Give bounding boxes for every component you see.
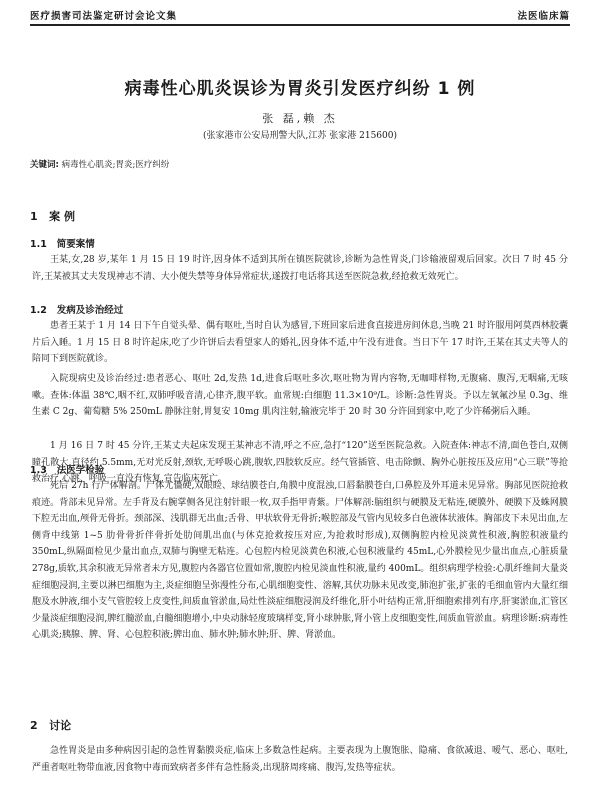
section1-heading (30, 208, 75, 224)
paper-title: 病毒性心肌炎误诊为胃炎引发医疗纠纷 1 例 (124, 79, 476, 99)
section1-number: 1 (30, 210, 38, 223)
journal-name: 医疗损害司法鉴定研讨会论文集 (30, 11, 178, 22)
affiliation: (张家港市公安局刑警大队,江苏 张家港 215600) (203, 131, 397, 141)
keywords-text: 病毒性心肌炎;胃炎;医疗纠纷 (61, 160, 170, 170)
authors: 张 磊,赖 杰 (262, 112, 338, 125)
section1-title: 案 例 (49, 210, 75, 223)
running-header (30, 6, 570, 26)
keywords-label: 关键词: (30, 160, 59, 170)
case-summary-paragraph: 王某,女,28 岁,某年 1 月 15 日 19 时许,因身体不适到其所在镇医院就诊,诊断为急性胃炎,门诊输液留观后回家。次日 7 时 45 分许,王某被其丈夫发现神志不清、大小便失禁等身体异常症状,遂拨打电话将其送至医院急救,经抢救无效死亡。 (32, 255, 568, 282)
keywords (30, 158, 169, 170)
sub1-title: 简要案情 (56, 239, 95, 250)
discussion-paragraph: 急性胃炎是由多种病因引起的急性胃黏膜炎症,临床上多数急性起病。主要表现为上腹饱胀、隐痛、食欲减退、嗳气、恶心、呕吐,严重者呕吐物带血液,因食物中毒而致病者多伴有急性肠炎,出现脐周疼痛、腹泻,发热等症状。 (32, 746, 568, 773)
section2-heading (30, 717, 71, 733)
section2-number: 2 (30, 719, 38, 732)
sub2-number: 1.2 (30, 305, 47, 316)
sub1-number: 1.1 (30, 239, 47, 250)
onset-paragraph: 患者王某于 1 月 14 日下午自觉头晕、偶有呕吐,当时自认为感冒,下班回家后进食直接进房间休息,当晚 21 时许服用阿莫西林胶囊片后入睡。1 月 15 日 8 时许起床,吃了少许饼后去看望家人的婚礼,因身体不适,中午没有进食。当日下午 17 时许,王某在其丈夫等人的陪同下到医院就诊。 (32, 321, 568, 365)
sub3-number: 1.3 (30, 465, 47, 476)
sub3-title: 法医学检验 (56, 465, 105, 476)
sub2-heading (30, 302, 123, 316)
sub2-title: 发病及诊治经过 (56, 305, 124, 316)
admission-paragraph: 入院现病史及诊治经过:患者恶心、呕吐 2d,发热 1d,进食后呕吐多次,呕吐物为胃内容物,无咖啡样物,无腹痛、腹泻,无咽痛,无咳嗽。查体:体温 38℃,咽不红,双肺呼吸音清,心律齐,腹平软。血常规:白细胞 11.3×10⁹/L。诊断:急性胃炎。予以左氧氟沙星 0.3g、维生素 C 2g、葡萄糖 5% 250mL 静脉注射,胃复安 10mg 肌肉注射,输液完毕于 20 时 30 分许回到家中,吃了少许稀粥后入睡。 (32, 374, 568, 418)
section2-title: 讨论 (49, 719, 72, 732)
forensic-exam-paragraph: 死后 27h 行尸体解剖。尸体尤僵硬,双眼睑、球结膜苍白,角膜中度混浊,口唇黏膜苍白,口鼻腔及外耳道未见异常。胸部见医院抢救痕迹。背部未见异常。左手背及右腕掌侧各见注射针眼一枚,双手指甲青紫。尸体解剖:脑组织与硬膜及无粘连,硬膜外、硬膜下及蛛网膜下腔无出血,颅骨无骨折。颈部深、浅肌群无出血;舌骨、甲状软骨无骨折;喉腔部及气管内见较多白色液体状液体。胸部皮下未见出血,左侧背中线第 1~5 肋骨骨折伴骨折处肋间肌出血(与休克抢救按压对应,为抢救时形成),双侧胸腔内检见淡黄性积液,胸腔积液量约 350mL,纵隔面检见少量出血点,双肺与胸壁无粘连。心包腔内检见淡黄色积液,心包积液量约 45mL,心外膜检见少量出血点,心脏质量 278g,质软,其余积液无异常者未方见,腹腔内各器官位置如常,腹腔内检见淡血性积液,量约 400mL。组织病理学检验:心肌纤维间大量炎症细胞浸润,主要以淋巴细胞为主,炎症细胞呈弥漫性分布,心肌细胞变性、溶解,其伏功脉未见改变,肺泡扩张,扩张的毛细血管内大量红细胞及水肿液,细小支气管腔较上皮变性,间质血管淤血,局灶性淡症细胞浸润及纤维化,肝小叶结构正常,肝细胞索排列有序,肝窦淤血,汇管区少量淡症细胞浸润,脾红髓淤血,白髓细胞增小,中央动脉轻度玻璃样变,肾小球肿胀,肾小管上皮细胞变性,间质血管淤血。病理诊断:病毒性心肌炎;胰腺、脾、肾、心包腔积液;脾出血、肺水肿;肺水肿;肝、脾、肾淤血。 (32, 481, 568, 641)
sub1-heading (30, 236, 95, 250)
sub3-heading (30, 462, 104, 476)
emergency-paragraph: 1 月 16 日 7 时 45 分许,王某丈夫起床发现王某神志不清,呼之不应,急打“120”送至医院急救。入院查体:神志不清,面色苍白,双侧瞳孔散大,直径约 5.5mm,无对光反射,颈软,无呼吸心跳,腹软,四肢软反应。经气管插管、电击除颤、胸外心脏按压及应用“心三联”等抢救治疗,心跳、呼吸一直没有恢复,宣告临床死亡。 (32, 441, 568, 485)
section-name: 法医临床篇 (517, 11, 570, 22)
